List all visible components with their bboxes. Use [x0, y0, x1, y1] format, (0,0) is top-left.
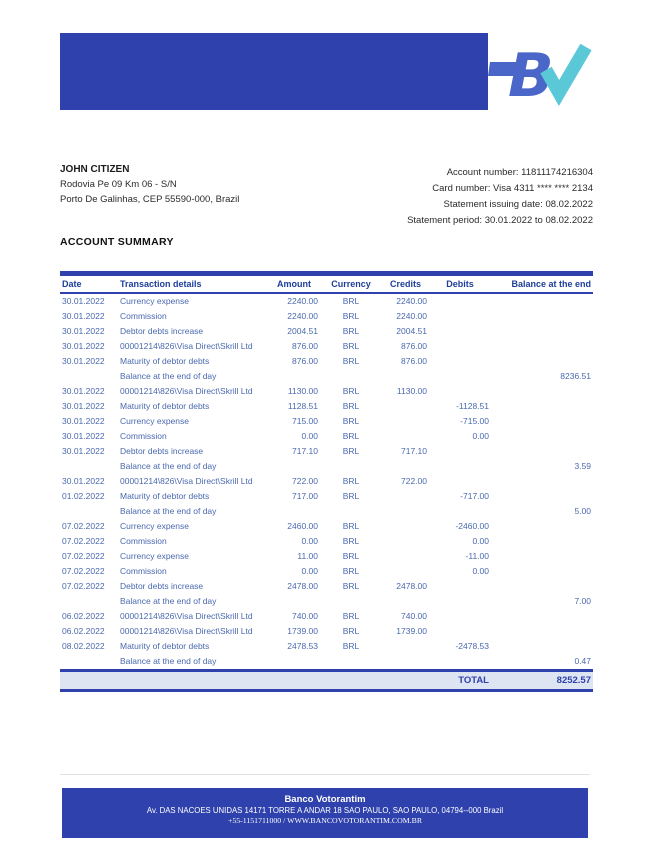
table-row	[60, 339, 593, 354]
balance-row	[60, 369, 593, 384]
table-cell	[429, 624, 491, 639]
table-cell: Maturity of debtor debts	[120, 641, 210, 651]
table-header-row	[60, 274, 593, 294]
table-cell: 06.02.2022	[62, 626, 105, 636]
table-cell: BRL	[342, 311, 360, 321]
table-cell: 715.00	[292, 416, 318, 426]
table-cell: 30.01.2022	[62, 431, 105, 441]
table-cell: 30.01.2022	[62, 356, 105, 366]
table-cell	[268, 504, 320, 519]
table-cell	[491, 549, 593, 564]
table-cell: 0.00	[472, 566, 489, 576]
table-cell: Maturity of debtor debts	[120, 356, 210, 366]
table-cell: 876.00	[292, 341, 318, 351]
table-cell: 8236.51	[560, 371, 591, 381]
table-cell: 30.01.2022	[62, 326, 105, 336]
table-cell: 30.01.2022	[62, 386, 105, 396]
table-cell	[382, 519, 429, 534]
table-cell: -2478.53	[455, 641, 489, 651]
table-cell: 07.02.2022	[62, 581, 105, 591]
table-cell	[429, 474, 491, 489]
table-cell	[429, 654, 491, 671]
table-cell: 722.00	[292, 476, 318, 486]
table-cell: 2460.00	[287, 521, 318, 531]
table-cell: Balance at the end of day	[120, 371, 217, 381]
table-row	[60, 609, 593, 624]
account-holder-address-line1: Rodovia Pe 09 Km 06 - S/N	[60, 179, 177, 190]
table-cell: 1739.00	[396, 626, 427, 636]
table-row	[60, 444, 593, 459]
account-holder-name: JOHN CITIZEN	[60, 164, 130, 175]
table-cell: -717.00	[460, 491, 489, 501]
table-cell	[491, 354, 593, 369]
table-cell: -715.00	[460, 416, 489, 426]
balance-row	[60, 654, 593, 671]
table-cell	[491, 384, 593, 399]
table-cell	[268, 594, 320, 609]
table-cell: Currency expense	[120, 296, 189, 306]
table-cell: 717.00	[292, 491, 318, 501]
table-cell: 08.02.2022	[62, 641, 105, 651]
table-cell	[60, 369, 118, 384]
col-header-date: Date	[62, 279, 82, 289]
footer-bank-name: Banco Votorantim	[284, 794, 366, 805]
table-cell	[491, 489, 593, 504]
table-row	[60, 324, 593, 339]
table-cell: Debtor debts increase	[120, 581, 204, 591]
total-label: TOTAL	[458, 675, 489, 686]
table-cell: 30.01.2022	[62, 401, 105, 411]
table-cell: 00001214\826\Visa Direct\Skrill Ltd	[120, 341, 253, 351]
table-cell	[382, 369, 429, 384]
table-cell: 07.02.2022	[62, 521, 105, 531]
table-cell: 3.59	[574, 461, 591, 471]
table-cell: BRL	[342, 611, 360, 621]
table-cell	[429, 504, 491, 519]
table-cell: 0.00	[472, 431, 489, 441]
table-cell: 740.00	[401, 611, 427, 621]
table-cell: Commission	[120, 311, 167, 321]
col-header-transaction-details: Transaction details	[120, 279, 202, 289]
table-cell: 2240.00	[396, 311, 427, 321]
footer-bank-contact: +55-1151711000 / WWW.BANCOVOTORANTIM.COM.BR	[227, 816, 423, 825]
table-cell	[60, 594, 118, 609]
table-cell: 07.02.2022	[62, 551, 105, 561]
footer-divider	[60, 774, 590, 775]
statement-meta-block	[407, 165, 593, 229]
total-row	[60, 671, 593, 691]
table-row	[60, 624, 593, 639]
table-cell: Currency expense	[120, 551, 189, 561]
table-cell: BRL	[342, 641, 360, 651]
table-cell: 30.01.2022	[62, 296, 105, 306]
balance-row	[60, 459, 593, 474]
table-cell: Currency expense	[120, 521, 189, 531]
table-cell: Currency expense	[120, 416, 189, 426]
brand-header-bar	[60, 33, 488, 110]
statement-period-line: Statement period: 30.01.2022 to 08.02.2022	[407, 215, 593, 226]
table-cell: 30.01.2022	[62, 416, 105, 426]
table-cell: 0.00	[301, 431, 318, 441]
table-row	[60, 489, 593, 504]
account-holder-block	[60, 162, 239, 207]
table-cell: 2240.00	[287, 296, 318, 306]
table-cell: 876.00	[401, 341, 427, 351]
total-spacer	[60, 671, 429, 691]
table-cell: Commission	[120, 536, 167, 546]
table-cell	[429, 339, 491, 354]
issuing-date-line: Statement issuing date: 08.02.2022	[443, 199, 593, 210]
table-cell: 2478.53	[287, 641, 318, 651]
col-header-debits: Debits	[446, 279, 474, 289]
table-cell	[491, 444, 593, 459]
table-cell: Maturity of debtor debts	[120, 491, 210, 501]
table-cell	[429, 293, 491, 309]
table-row	[60, 414, 593, 429]
table-cell: BRL	[342, 491, 360, 501]
table-cell: 7.00	[574, 596, 591, 606]
table-cell: 740.00	[292, 611, 318, 621]
table-cell: 00001214\826\Visa Direct\Skrill Ltd	[120, 386, 253, 396]
account-number-line: Account number: 11811174216304	[446, 167, 593, 178]
table-cell: 5.00	[574, 506, 591, 516]
table-cell: BRL	[342, 581, 360, 591]
table-cell: BRL	[342, 566, 360, 576]
table-cell	[491, 609, 593, 624]
table-cell: Balance at the end of day	[120, 461, 217, 471]
balance-row	[60, 594, 593, 609]
bank-footer-bar	[62, 788, 588, 838]
table-cell: 717.10	[401, 446, 427, 456]
table-cell: 07.02.2022	[62, 566, 105, 576]
table-cell: 2478.00	[287, 581, 318, 591]
table-cell: 0.00	[301, 566, 318, 576]
balance-row	[60, 504, 593, 519]
col-header-amount: Amount	[277, 279, 311, 289]
table-cell	[491, 579, 593, 594]
table-cell: BRL	[342, 356, 360, 366]
table-cell: Debtor debts increase	[120, 446, 204, 456]
table-cell	[491, 293, 593, 309]
table-cell	[382, 459, 429, 474]
table-cell: 30.01.2022	[62, 311, 105, 321]
table-footer	[60, 671, 593, 691]
table-cell	[320, 459, 382, 474]
table-cell: 1130.00	[287, 386, 318, 396]
table-cell: 00001214\826\Visa Direct\Skrill Ltd	[120, 611, 253, 621]
table-row	[60, 474, 593, 489]
table-cell	[429, 609, 491, 624]
table-cell: BRL	[342, 296, 360, 306]
table-cell: 11.00	[297, 551, 318, 561]
table-row	[60, 579, 593, 594]
table-cell: BRL	[342, 386, 360, 396]
table-cell: -11.00	[465, 551, 489, 561]
account-summary-title: ACCOUNT SUMMARY	[60, 236, 174, 248]
table-cell	[320, 504, 382, 519]
table-cell: 1739.00	[287, 626, 318, 636]
table-cell	[429, 459, 491, 474]
table-cell	[429, 354, 491, 369]
table-cell	[429, 369, 491, 384]
table-cell	[382, 594, 429, 609]
table-cell	[60, 504, 118, 519]
table-row	[60, 534, 593, 549]
table-cell: BRL	[342, 401, 360, 411]
table-cell: 01.02.2022	[62, 491, 105, 501]
table-row	[60, 354, 593, 369]
transactions-table	[60, 271, 593, 692]
table-cell	[382, 564, 429, 579]
table-cell: 0.00	[472, 536, 489, 546]
table-cell: 00001214\826\Visa Direct\Skrill Ltd	[120, 626, 253, 636]
table-cell: 717.10	[292, 446, 318, 456]
table-cell: -1128.51	[456, 401, 489, 411]
table-cell	[320, 369, 382, 384]
table-cell	[320, 654, 382, 671]
table-cell: BRL	[342, 326, 360, 336]
table-cell	[491, 534, 593, 549]
table-cell	[491, 324, 593, 339]
table-cell	[382, 414, 429, 429]
table-cell	[268, 654, 320, 671]
table-cell: 30.01.2022	[62, 341, 105, 351]
table-cell: 30.01.2022	[62, 476, 105, 486]
card-number-line: Card number: Visa 4311 **** **** 2134	[432, 183, 593, 194]
table-cell: Balance at the end of day	[120, 656, 217, 666]
col-header-currency: Currency	[331, 279, 371, 289]
table-cell: BRL	[342, 431, 360, 441]
table-row	[60, 549, 593, 564]
total-value: 8252.57	[556, 675, 591, 686]
table-cell	[491, 474, 593, 489]
table-row	[60, 519, 593, 534]
table-cell: 2478.00	[396, 581, 427, 591]
table-cell	[320, 594, 382, 609]
table-cell	[491, 414, 593, 429]
table-cell: BRL	[342, 626, 360, 636]
table-cell: BRL	[342, 416, 360, 426]
table-cell	[429, 444, 491, 459]
table-cell: Commission	[120, 431, 167, 441]
table-row	[60, 639, 593, 654]
table-cell: BRL	[342, 446, 360, 456]
bv-bank-logo-icon	[488, 34, 592, 112]
col-header-balance: Balance at the end	[511, 279, 591, 289]
table-cell: 876.00	[401, 356, 427, 366]
table-cell: 2240.00	[396, 296, 427, 306]
table-cell	[429, 309, 491, 324]
table-cell: -2460.00	[455, 521, 489, 531]
col-header-credits: Credits	[389, 279, 421, 289]
table-row	[60, 309, 593, 324]
table-row	[60, 293, 593, 309]
table-cell: 00001214\826\Visa Direct\Skrill Ltd	[120, 476, 253, 486]
table-cell: 2004.51	[396, 326, 427, 336]
table-cell: Debtor debts increase	[120, 326, 204, 336]
table-row	[60, 399, 593, 414]
table-cell: 0.00	[301, 536, 318, 546]
table-cell: BRL	[342, 551, 360, 561]
table-cell: 876.00	[292, 356, 318, 366]
table-cell	[491, 519, 593, 534]
table-cell: 1128.51	[287, 401, 318, 411]
table-cell	[491, 309, 593, 324]
table-row	[60, 429, 593, 444]
table-cell	[491, 624, 593, 639]
table-cell	[491, 564, 593, 579]
table-cell	[491, 429, 593, 444]
table-cell: BRL	[342, 536, 360, 546]
table-cell	[382, 639, 429, 654]
table-cell	[491, 639, 593, 654]
account-holder-address-line2: Porto De Galinhas, CEP 55590-000, Brazil	[60, 194, 240, 205]
table-cell: BRL	[342, 341, 360, 351]
table-cell	[382, 549, 429, 564]
table-cell: BRL	[342, 476, 360, 486]
table-cell: 1130.00	[396, 386, 427, 396]
table-cell: 07.02.2022	[62, 536, 105, 546]
table-cell	[60, 654, 118, 671]
table-cell: Commission	[120, 566, 167, 576]
table-cell	[382, 654, 429, 671]
table-cell: 2240.00	[287, 311, 318, 321]
table-body	[60, 293, 593, 671]
table-cell	[382, 534, 429, 549]
table-cell	[60, 459, 118, 474]
table-cell: 30.01.2022	[62, 446, 105, 456]
table-cell	[429, 579, 491, 594]
table-cell	[382, 489, 429, 504]
table-cell: 06.02.2022	[62, 611, 105, 621]
table-row	[60, 384, 593, 399]
table-cell: Balance at the end of day	[120, 506, 217, 516]
table-cell: 2004.51	[287, 326, 318, 336]
table-cell	[268, 459, 320, 474]
table-cell: BRL	[342, 521, 360, 531]
table-cell: 722.00	[401, 476, 427, 486]
table-cell	[382, 504, 429, 519]
table-cell: Balance at the end of day	[120, 596, 217, 606]
table-cell	[429, 384, 491, 399]
table-header	[60, 274, 593, 294]
table-cell: 0.47	[574, 656, 591, 666]
table-cell	[491, 399, 593, 414]
footer-bank-address: Av. DAS NACOES UNIDAS 14171 TORRE A ANDAR 18 SAO PAULO, SAO PAULO, 04794--000 Brazil	[146, 806, 504, 815]
table-cell	[382, 399, 429, 414]
table-cell: Maturity of debtor debts	[120, 401, 210, 411]
table-cell	[382, 429, 429, 444]
table-row	[60, 564, 593, 579]
svg-text:B: B	[508, 41, 554, 111]
table-cell	[268, 369, 320, 384]
table-cell	[429, 324, 491, 339]
table-cell	[491, 339, 593, 354]
table-cell	[429, 594, 491, 609]
